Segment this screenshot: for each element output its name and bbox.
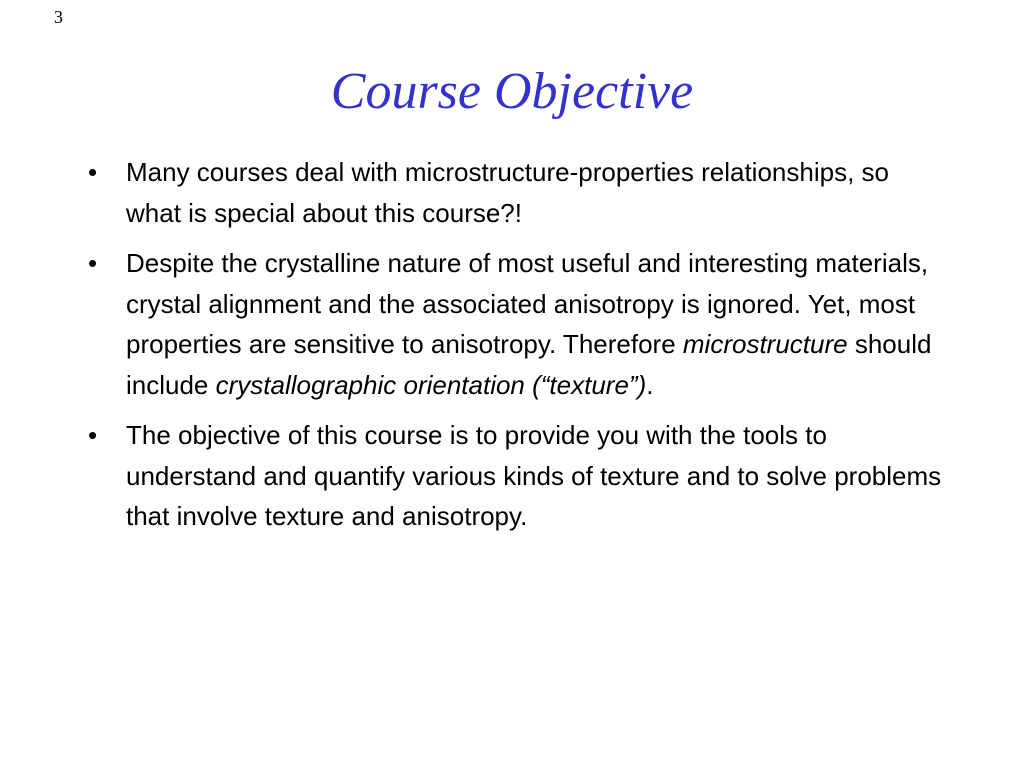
bullet-item	[88, 243, 948, 405]
bullet-text: The objective of this course is to provide you with the tools to understand and quantify various kinds of texture and to solve problems that involve texture and anisotropy.	[126, 420, 942, 531]
bullet-text-part: .	[646, 369, 654, 400]
bullet-list	[88, 152, 948, 547]
slide-title: Course Objective	[330, 63, 694, 120]
bullet-text-part: should include	[126, 329, 932, 400]
emphasis-crystallographic-orientation: crystallographic orientation (“texture”)	[215, 369, 647, 400]
emphasis-microstructure: microstructure	[682, 329, 848, 359]
bullet-text: Many courses deal with microstructure-properties relationships, so what is special about this course?!	[126, 157, 889, 228]
bullet-text-part: Despite the crystalline nature of most useful and interesting materials, crystal alignment and the associated anisotropy is ignored. Yet, most properties are sensitive to anisotropy. Therefore	[126, 248, 929, 359]
bullet-marker: •	[88, 157, 98, 187]
bullet-item	[88, 415, 948, 537]
bullet-marker: •	[88, 420, 98, 450]
slide-number: 3	[54, 7, 63, 27]
bullet-marker: •	[88, 248, 98, 278]
bullet-item	[88, 152, 948, 233]
